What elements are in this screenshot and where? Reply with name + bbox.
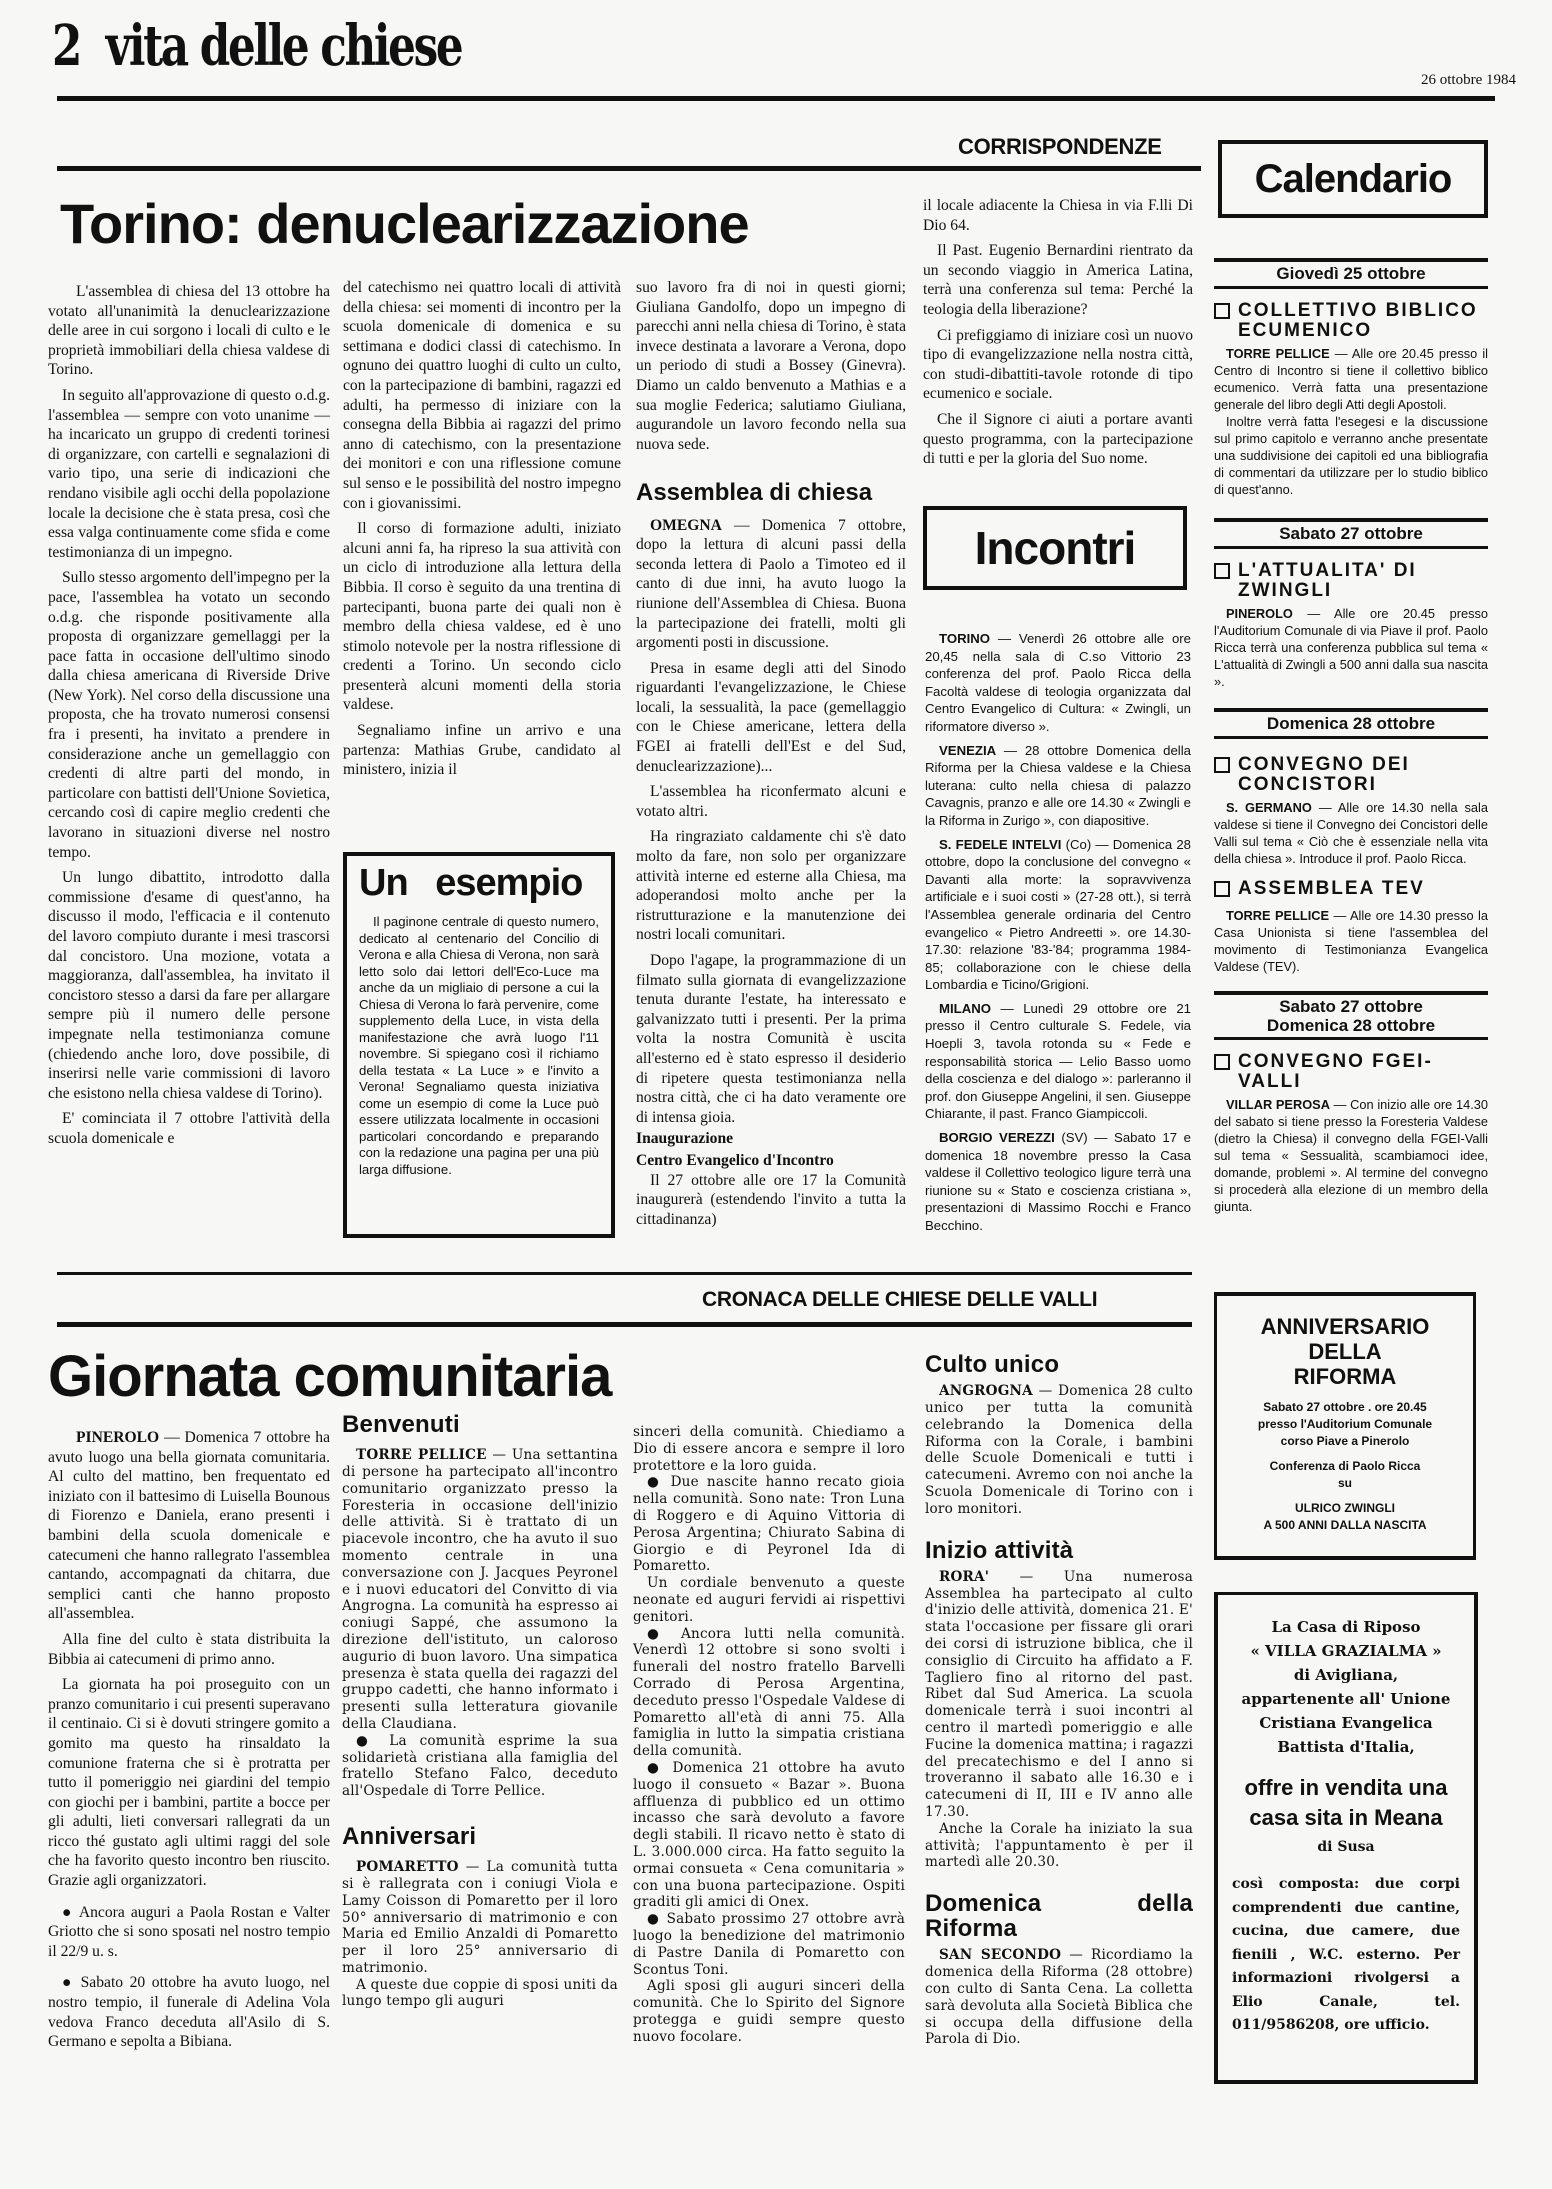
paragraph: Agli sposi gli auguri sinceri della comunità. Che lo Spirito del Signore protegga e guidi sempre questo nuovo focolare. xyxy=(633,1978,905,2045)
section-label-cronaca: CRONACA DELLE CHIESE DELLE VALLI xyxy=(702,1288,1098,1311)
place-omegna: OMEGNA xyxy=(650,516,722,534)
section-rule xyxy=(57,1322,1192,1327)
paragraph: Il corso di formazione adulti, iniziato alcuni anni fa, ha ripreso la sua attività con un ciclo di introduzione alla lettura della Bibbia. Il corso è seguito da una trentina di partecipanti, buona parte dei quali non è membro della chiesa valdese, ed è uno stimolo notevole per la nostra riflessione di credenti a Torino. Un secondo ciclo presenterà alcuni momenti della storia valdese. xyxy=(343,520,621,714)
place-torre-pellice: TORRE PELLICE xyxy=(356,1447,487,1464)
calendar-event-title: L'ATTUALITA' DI ZWINGLI xyxy=(1214,561,1488,601)
paragraph: L'assemblea di chiesa del 13 ottobre ha votato all'unanimità la denuclearizzazione delle aree in cui sorgono i locali di culto e le proprietà immobiliari della chiesa valdese di Torino. xyxy=(48,283,330,379)
ad-offer: offre in vendita una casa sita in Meana xyxy=(1244,1775,1448,1830)
incontri-box xyxy=(923,506,1187,590)
article-pomaretto-cont xyxy=(633,1424,905,2045)
subheading-assemblea: Assemblea di chiesa xyxy=(636,479,873,507)
place-pinerolo: PINEROLO xyxy=(76,1429,160,1446)
masthead xyxy=(52,13,462,79)
paragraph: La giornata ha poi proseguito con un pranzo comunitario i cui presenti superavano il centinaio. Ci si è dovuti stringere gomito a gomito ma questo ha rinsaldato la comunione fraterna che si è protratta per tutto il pomeriggio nei giardini del tempio con giochi per i bambini, partite a bocce per gli adulti, lieti conversari rallegrati da un ricco thé gustato agli ultimi raggi del sole che ha favorito questo incontro ben riuscito. Grazie agli organizzatori. xyxy=(48,1676,330,1890)
section-rule xyxy=(57,1272,1192,1275)
place-pomaretto: POMARETTO xyxy=(356,1859,459,1876)
ad-header: La Casa di Riposo « VILLA GRAZIALMA » di Avigliana, appartenente all' Unione Cristiana Evangelica Battista d'Italia, xyxy=(1241,1618,1451,1756)
esempio-title: Un esempio xyxy=(359,862,583,904)
calendar-date: Sabato 27 ottobre xyxy=(1214,518,1488,549)
page-number: 2 xyxy=(52,13,81,79)
paragraph: ● Ancora lutti nella comunità. Venerdì 12 ottobre si sono svolti i funerali del nostro fratello Barvelli Corrado di Perosa Argentina, deceduto presso l'Ospedale Valdese di Pomaretto all'età di anni 75. Alla famiglia in lutto la simpatia cristiana della comunità. xyxy=(633,1625,905,1760)
calendar-event-title: ASSEMBLEA TEV xyxy=(1214,879,1488,899)
anniversario-riforma-box xyxy=(1214,1292,1476,1560)
calendar-date: Giovedì 25 ottobre xyxy=(1214,258,1488,289)
subheading-benvenuti: Benvenuti xyxy=(342,1411,460,1438)
ad-location: di Susa xyxy=(1317,1839,1375,1855)
place-rora: RORA' xyxy=(939,1568,990,1585)
checkbox-icon xyxy=(1214,881,1230,897)
paragraph: L'assemblea ha riconfermato alcuni e votato altri. xyxy=(636,783,906,820)
paragraph: suo lavoro fra di noi in questi giorni; Giuliana Gandolfo, dopo un impegno di parecchi anni nella chiesa di Torino, è stata invece destinata a lavorare a Verona, dopo un periodo di studi a Bossey (Ginevra). Diamo un caldo benvenuto a Mathias e a sua moglie Federica; salutiamo Giuliana, augurandole un lavoro fecondo nella sua nuova sede. xyxy=(636,279,906,453)
paragraph: Anche la Corale ha iniziato la sua attività; l'appuntamento è per il martedì alle 20.30. xyxy=(925,1820,1193,1871)
article-torino-col2 xyxy=(343,278,621,786)
centro-heading: Centro Evangelico d'Incontro xyxy=(636,1151,834,1169)
paragraph: Un cordiale benvenuto a queste neonate ed auguri fervidi ai rispettivi genitori. xyxy=(633,1575,905,1625)
paragraph: Un lungo dibattito, introdotto dalla commissione d'esame di quest'anno, ha discusso il modo, l'efficacia e il contenuto del lavoro compiuto durante i mesi trascorsi dal concistoro. Una mozione, votata a maggioranza, dall'assemblea, ha invitato il concistoro stesso a darsi da fare per allargare sempre più il numero delle persone impegnate nella testimonianza comune (chiedendo anche loro, dove possibile, di inserirsi nelle varie commissioni di lavoro che esistono nella chiesa valdese di Torino). xyxy=(48,869,330,1102)
place-san-secondo: SAN SECONDO xyxy=(939,1947,1062,1964)
inaugurazione-heading: Inaugurazione xyxy=(636,1130,734,1148)
checkbox-icon xyxy=(1214,757,1230,773)
anniversario-details: Sabato 27 ottobre . ore 20.45 presso l'Auditorium Comunale corso Piave a Pinerolo Conferenza di Paolo Ricca su ULRICO ZWINGLI A 500 ANNI DALLA NASCITA xyxy=(1257,1400,1433,1532)
calendar-date: Sabato 27 ottobre Domenica 28 ottobre xyxy=(1214,991,1488,1040)
section-label-corrispondenze: CORRISPONDENZE xyxy=(958,134,1162,159)
paragraph: Ci prefiggiamo di iniziare così un nuovo tipo di evangelizzazione nella nostra città, con studi-dibattiti-tavole rotonde di tipo ecumenico e sociale. xyxy=(923,326,1193,403)
incontri-title: Incontri xyxy=(974,522,1136,574)
paragraph: Presa in esame degli atti del Sinodo riguardanti l'evangelizzazione, le Chiese locali, la sessualità, la pace (gemellaggio con le Chiese americane, lettera della FGEI ai fratelli dell'Est e del Sud, denuclearizzazione)... xyxy=(636,659,906,775)
paragraph: Il 27 ottobre alle ore 17 la Comunità inaugurerà (estendendo l'invito a tutta la cittadinanza) xyxy=(636,1171,906,1228)
place-angrogna: ANGROGNA xyxy=(939,1383,1033,1400)
subheading-inizio-attivita: Inizio attività xyxy=(925,1536,1074,1564)
incontri-list xyxy=(925,630,1191,1241)
section-rule xyxy=(57,166,1201,171)
checkbox-icon xyxy=(1214,563,1230,579)
list-item: BORGIO VEREZZI (SV) — Sabato 17 e domenica 18 novembre presso la Casa valdese il Collettivo teologico ligure terrà una riunione su « Stato e coscienza cristiana », presentazioni di Massimo Rocchi e Franco Becchino. xyxy=(925,1130,1191,1233)
headline-torino: Torino: denuclearizzazione xyxy=(60,192,749,255)
checkbox-icon xyxy=(1214,1054,1230,1070)
article-valli-col4: Culto unico ANGROGNA — Domenica 28 culto unico per tutta la comunità celebrando la Domenica della Riforma con la Corale, i bambini delle Scuole Domenicali e tutti i catecumeni. Avremo con noi anche la Scuola Domenicale di Torino con i loro monitori. Inizio attività RORA' — Una numerosa Assemblea ha partecipato al culto d'inizio delle attività, domenica 21. E' stata l'occasione per fissare gli orari dei corsi di istruzione biblica, che il consiglio di Circuito ha affidato a F. Tagliero fino al ritorno del past. Ribet dal Sud America. La scuola domenicale terrà i suoi incontri al centro il martedì pomeriggio e alle Fucine la domenica mattina; i ragazzi del precatechismo e del I anno si troveranno il sabato alle 16.30 e i catecumeni di II, III e IV anno alle 17.30. Anche la Corale ha iniziato la sua attività; l'appuntamento è per il martedì alle 20.30. Domenica della Riforma SAN SECONDO — Ricordiamo la domenica della Riforma (28 ottobre) con culto di Santa Cena. La colletta sarà devoluta alla Società Biblica che si occupa della diffusione della Parola di Dio. xyxy=(925,1351,1194,2048)
article-pinerolo: PINEROLO — Domenica 7 ottobre ha avuto luogo una bella giornata comunitaria. Al culto del mattino, ben frequentato ed iniziato con il battesimo di Luisella Bounous di Fiorenzo e Daniela, erano presenti i bambini della scuola domenicale e catecumeni che hanno rallegrato l'assemblea cantando, accompagnati da chitarra, due semplici canti che hanno proposto all'assemblea. Alla fine del culto è stata distribuita la Bibbia ai catecumeni di primo anno. La giornata ha poi proseguito con un pranzo comunitario i cui presenti superavano il centinaio. Ci si è dovuti stringere gomito a gomito ma questo ha rinsaldato la comunione fraterna che si è protratta per tutto il pomeriggio nei giardini del tempio con giochi per i bambini, partite a bocce per gli adulti, lieti conversari rallegrati da un ricco thé gustato agli ultimi raggi del sole che ha favorito questo incontro ben riuscito. Grazie agli organizzatori. ● Ancora auguri a Paola Rostan e Valter Griotto che si sono sposati nel nostro tempio il 22/9 u. s. ● Sabato 20 ottobre ha avuto luogo, nel nostro tempio, il funerale di Adelina Vola vedova Franco deceduta all'Asilo di S. Germano e sepolta a Bibiana. xyxy=(48,1429,330,2051)
paragraph: Ha ringraziato caldamente chi s'è dato molto da fare, non solo per organizzare attività interne ed esterne alla Chiesa, ma adoperandosi molto anche per la ristrutturazione e la manutenzione dei nostri locali comunitari. xyxy=(636,828,906,944)
list-item: VENEZIA — 28 ottobre Domenica della Riforma per la Chiesa valdese e la Chiesa luterana: culto nella chiesa di palazzo Cavagnis, pranzo e alle ore 14.30 « Zwingli e la Riforma in Zurigo », con diapositive. xyxy=(925,742,1191,828)
list-item: MILANO — Lunedì 29 ottobre ore 21 presso il Centro culturale S. Fedele, via Hoepli 3, tavola rotonda su « Fede e responsabilità storica — Lelio Basso uomo della coscienza e del dialogo »: parleranno il prof. don Giuseppe Angelini, il sen. Giuseppe Chiarante, il past. Franco Giampiccoli. xyxy=(925,1000,1191,1122)
paragraph: — Domenica 7 ottobre, dopo la lettura di alcuni passi della seconda lettera di Paolo a Timoteo ed il canto di due inni, ha avuto luogo la riunione dell'Assemblea di Chiesa. Buona la partecipazione dei fratelli, molti gli argomenti posti in discussione. xyxy=(636,516,906,652)
section-title: vita delle chiese xyxy=(105,13,462,79)
paragraph: ● Sabato 20 ottobre ha avuto luogo, nel nostro tempio, il funerale di Adelina Vola vedova Franco deceduta all'Asilo di S. Germano e sepolta a Bibiana. xyxy=(48,1974,330,2051)
paragraph: Alla fine del culto è stata distribuita la Bibbia ai catecumeni di primo anno. xyxy=(48,1630,330,1668)
list-item: S. FEDELE INTELVI (Co) — Domenica 28 ottobre, dopo la conclusione del convegno « Davanti alla morte: la sopravvivenza artificiale e i suoi costi » (27-28 ott.), si terrà l'Assemblea generale ordinaria del Centro evangelico « Pietro Andreetti ». ore 14.30-17.30: relazione '83-'84; programma 1984-85; collaborazione con le chiese della Lombardia e Ticino/Grigioni. xyxy=(925,836,1192,993)
list-item: TORINO — Venerdì 26 ottobre alle ore 20,45 nella sala di C.so Vittorio 23 conferenza del prof. Paolo Ricca della Facoltà valdese di teologia organizzata dal Centro Evangelico di Cultura: « Zwingli, un riformatore diverso ». xyxy=(925,631,1192,734)
paragraph: il locale adiacente la Chiesa in via F.lli Di Dio 64. xyxy=(923,197,1193,234)
headline-giornata: Giornata comunitaria xyxy=(48,1344,612,1409)
header-rule xyxy=(57,96,1495,101)
checkbox-icon xyxy=(1214,303,1230,319)
anniversario-title: ANNIVERSARIO DELLA RIFORMA xyxy=(1260,1314,1430,1389)
paragraph: ● Domenica 21 ottobre ha avuto luogo il consueto « Bazar ». Buona affluenza di pubblico ed un ottimo incasso che sarà devoluto a favore degli stabili. Il ricavo netto è stato di L. 3.000.000 circa. Ha fatto seguito la ormai consueta « Cena comunitaria » con una buona partecipazione. Ospiti graditi gli amici di Onex. xyxy=(633,1759,905,1911)
paragraph: Dopo l'agape, la programmazione di un filmato sulla giornata di evangelizzazione tenuta durante l'estate, ha interessato e galvanizzato tutti i presenti. Per la prima volta la nostra Comunità è uscita all'esterno ed è stato espresso il desiderio di ripetere questa testimonianza nella nostra città, che ci ha dato veramente ore di intensa gioia. xyxy=(636,952,906,1126)
subheading-domenica-riforma: Domenica della Riforma xyxy=(925,1890,1193,1943)
paragraph: sinceri della comunità. Chiediamo a Dio di essere ancora e sempre il loro protettore e la loro guida. xyxy=(633,1424,905,1474)
calendario-box xyxy=(1218,140,1488,218)
paragraph: ● Ancora auguri a Paola Rostan e Valter Griotto che si sono sposati nel nostro tempio il 22/9 u. s. xyxy=(48,1903,330,1960)
calendar-event-text: S. GERMANO — Alle ore 14.30 nella sala valdese si tiene il Convegno dei Concistori delle Valli sul tema « Ciò che è essenziale nella vita della chiesa ». Introduce il prof. Paolo Ricca. xyxy=(1214,800,1488,866)
villa-grazialma-ad xyxy=(1214,1592,1478,2084)
calendar-event-text: TORRE PELLICE — Alle ore 14.30 presso la Casa Unionista si tiene l'assemblea del movimento di Testimonianza Evangelica Valdese (TEV). xyxy=(1214,908,1488,974)
calendar-event-text: VILLAR PEROSA — Con inizio alle ore 14.30 del sabato si tiene presso la Foresteria Valdese (dietro la Chiesa) il convegno della FGEI-Valli sul tema « Sessualità, scambiamoci idee, domande, problemi ». Al termine del convegno si procederà alla elezione di un membro della giunta. xyxy=(1214,1097,1488,1214)
paragraph: E' cominciata il 7 ottobre l'attività della scuola domenicale e xyxy=(48,1110,330,1147)
paragraph: Segnaliamo infine un arrivo e una partenza: Mathias Grube, candidato al ministero, inizia il xyxy=(343,722,621,779)
subheading-anniversari: Anniversari xyxy=(342,1822,477,1850)
paragraph: Sullo stesso argomento dell'impegno per la pace, l'assemblea ha votato un secondo o.d.g. che risponde positivamente alla proposta di organizzare gemellaggi per la pace fatta in occasione dell'ultimo sinodo dalla chiesa americana di Riverside Drive (New York). Nel corso della discussione una proposta, che ha trovato numerosi consensi fra i presenti, ha invitato a prendere in considerazione anche un gemellaggio con credenti di altre parti del mondo, in particolare con battisti dell'Unione Sovietica, cercando così di capire meglio credenti che lavorano in situazioni diverse nel nostro tempo. xyxy=(48,569,331,861)
calendar-date: Domenica 28 ottobre xyxy=(1214,708,1488,739)
calendar-event-title: CONVEGNO DEI CONCISTORI xyxy=(1214,755,1488,795)
calendar-event-title: CONVEGNO FGEI-VALLI xyxy=(1214,1052,1488,1092)
article-torino-col3 xyxy=(636,278,906,1235)
calendario-list xyxy=(1214,246,1488,1215)
paragraph: del catechismo nei quattro locali di attività della chiesa: sei momenti di incontro per la scuola domenicale di domenica e su settimana e dodici classi di catechismo. In ognuno dei quattro luoghi di culto un culto, con la partecipazione di bambini, ragazzi ed adulti, ha permesso di iniziare con la consegna della Bibbia ai ragazzi del primo anno di catechismo, con la presentazione dei monitori e con una riflessione comune sul senso e le possibilità del nostro impegno con i giovanissimi. xyxy=(343,279,621,512)
paragraph: ● Due nascite hanno recato gioia nella comunità. Sono nate: Tron Luna di Roggero e di Aquino Vittoria di Perosa Argentina; Chiurato Sabina di Giorgio e di Peyronel Ida di Pomaretto. xyxy=(633,1474,905,1575)
calendario-title: Calendario xyxy=(1254,157,1452,201)
esempio-box xyxy=(343,852,615,1238)
calendar-event-text: PINEROLO — Alle ore 20.45 presso l'Auditorium Comunale di via Piave il prof. Paolo Ricca terrà una conferenza pubblica sul tema « L'attualità di Zwingli a 500 anni dalla sua nascita ». xyxy=(1214,606,1488,689)
paragraph: ● La comunità esprime la sua solidarietà cristiana alla famiglia del fratello Stefano Falco, deceduto all'Ospedale di Torre Pellice. xyxy=(342,1732,618,1800)
article-torino-col1 xyxy=(48,282,330,1155)
esempio-text: Il paginone centrale di questo numero, dedicato al centenario del Concilio di Verona e alla Chiesa di Verona, non sarà letto solo dai lettori dell'Eco-Luce ma anche da un migliaio di persone a cui la Chiesa di Verona lo farà pervenire, come supplemento della Luce, in vista della manifestazione che avrà luogo l'11 novembre. Si spiegano così il richiamo della testata « La Luce » e l'invito a Verona! Segnaliamo questa iniziativa come un esempio di come la Luce può essere utilizzata localmente in occasioni particolari concordando e preparando con la redazione una pagina per una più larga diffusione. xyxy=(359,914,599,1177)
paragraph: Il Past. Eugenio Bernardini rientrato da un secondo viaggio in America Latina, terrà una conferenza sul tema: Perché la teologia della liberazione? xyxy=(923,242,1193,318)
paragraph: ● Sabato prossimo 27 ottobre avrà luogo la benedizione del matrimonio di Pastre Danila di Pomaretto con Scontus Toni. xyxy=(633,1911,905,1978)
article-torino-col4 xyxy=(923,196,1193,475)
paragraph: In seguito all'approvazione di questo o.d.g. l'assemblea — sempre con voto unanime — ha incaricato un gruppo di credenti torinesi di organizzare, con cartelli e segnalazioni di vario tipo, una serie di indicazioni che rendano visibile agli occhi della popolazione locale la decisione che è stata presa, così che essa valga continuamente come sfida e come testimonianza di un impegno. xyxy=(48,386,330,561)
paragraph: A queste due coppie di sposi uniti da lungo tempo gli auguri xyxy=(342,1976,618,2010)
issue-date: 26 ottobre 1984 xyxy=(1421,72,1516,88)
calendar-event-title: COLLETTIVO BIBLICO ECUMENICO xyxy=(1214,301,1488,341)
paragraph: Che il Signore ci aiuti a portare avanti questo programma, con la partecipazione di tutti e per la gloria del Suo nome. xyxy=(923,410,1193,468)
article-benvenuti: Benvenuti TORRE PELLICE — Una settantina di persone ha partecipato all'incontro comunitario organizzato presso la Foresteria in occasione dell'inizio delle attività. Si è trattato di un piacevole incontro, che ha avuto il suo momento centrale in una conversazione con J. Jacques Peyronel e i nuovi educatori del Convitto di via Angrogna. La comunità ha espresso ai coniugi Sappé, che assumono la direzione dell'istituto, un caloroso augurio di buon lavoro. Una simpatica presenza è stata quella dei ragazzi del gruppo cadetti, che hanno informato i presenti sulla letteratura giovanile della Claudiana. ● La comunità esprime la sua solidarietà cristiana alla famiglia del fratello Stefano Falco, deceduto all'Ospedale di Torre Pellice. Anniversari POMARETTO — La comunità tutta si è rallegrata con i coniugi Viola e Lamy Coisson di Pomaretto per il loro 50° anniversario di matrimonio e con Maria ed Emilio Anzaldi di Pomaretto per il loro 25° anniversario di matrimonio. A queste due coppie di sposi uniti da lungo tempo gli auguri xyxy=(342,1411,618,2010)
calendar-event-text: TORRE PELLICE — Alle ore 20.45 presso il Centro di Incontro si tiene il collettivo biblico ecumenico. Verrà fatta una presentazione generale del libro degli Atti degli Apostoli. Inoltre verrà fatta l'esegesi e la discussione sul primo capitolo e verranno anche presentate una suddivisione dei capitoli ed una bibliografia di commentari da utilizzare per lo studio biblico di quest'anno. xyxy=(1214,346,1489,497)
subheading-culto-unico: Culto unico xyxy=(925,1351,1060,1378)
ad-details: così composta: due corpi comprendenti due cantine, cucina, due camere, due fienili , W.C. esterno. Per informazioni rivolgersi a Elio Canale, tel. 011/9586208, ore ufficio. xyxy=(1232,1876,1460,2033)
